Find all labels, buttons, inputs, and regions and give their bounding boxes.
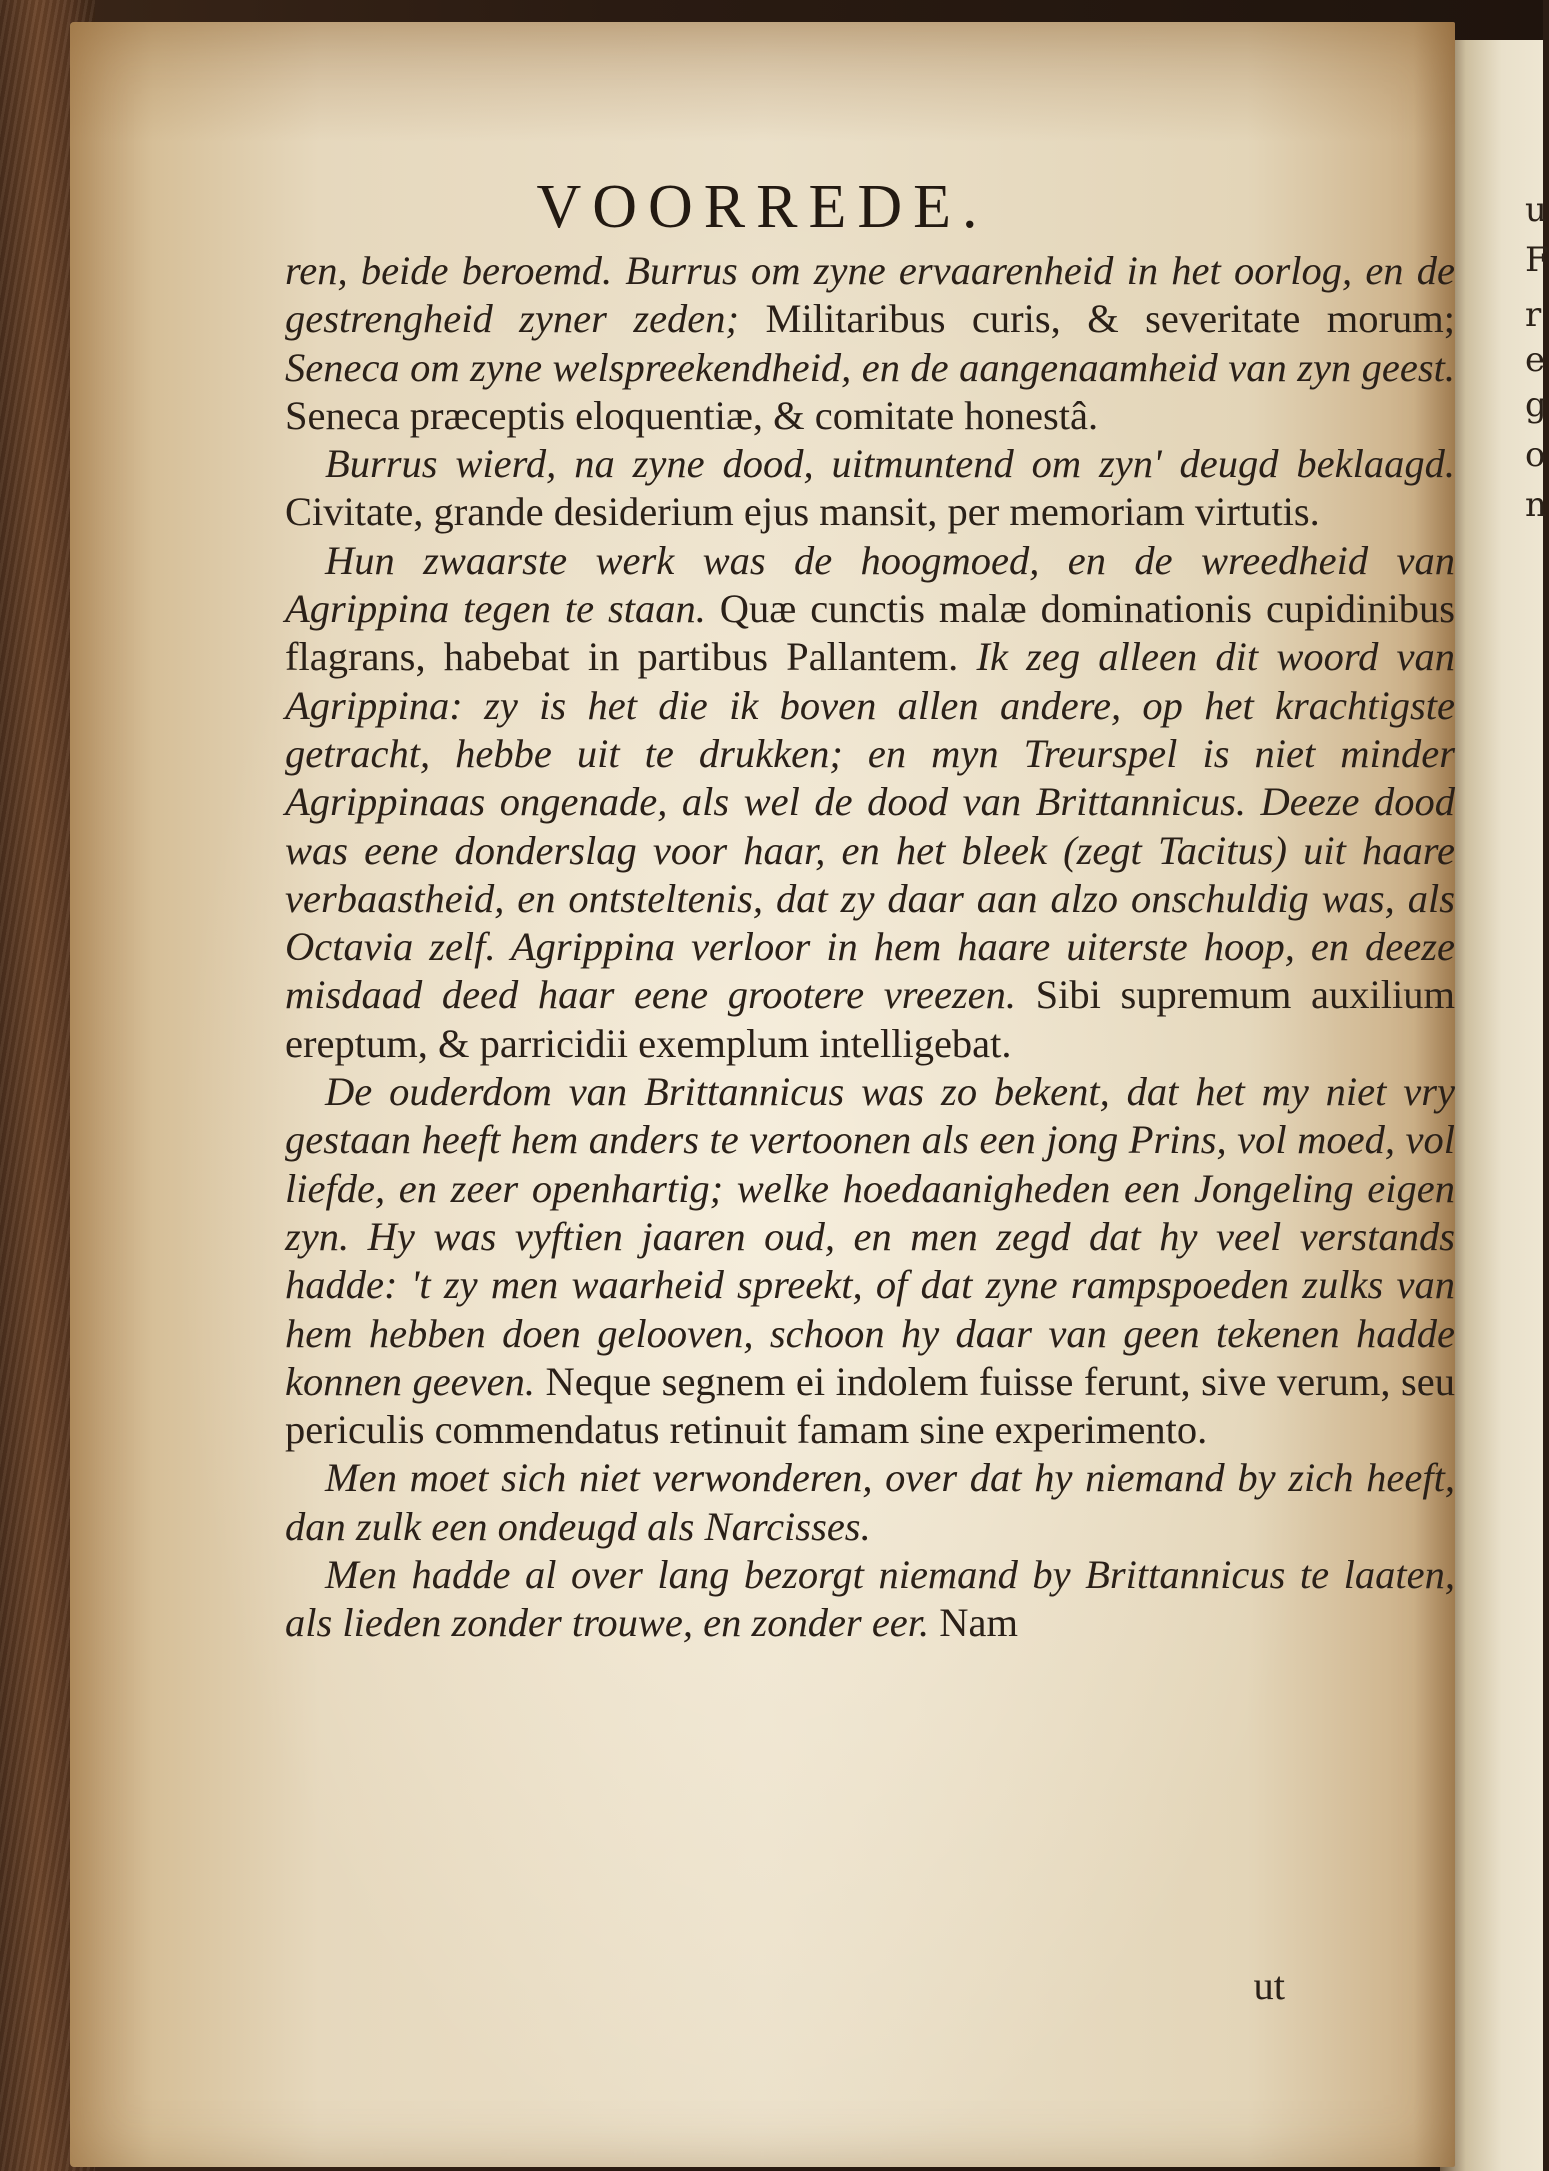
paragraph [285, 1068, 1455, 1454]
dutch-text-run: ren, beide beroemd. Burrus om zyne ervaarenheid in het oorlog, en de gestrengheid zyner zeden; [285, 248, 1455, 342]
latin-text-run: Neque segnem ei indolem fuisse ferunt, sive verum, seu periculis commendatus retinuit famam sine experimento. [285, 1358, 1455, 1453]
latin-text-run: Seneca præceptis eloquentiæ, & comitate honestâ. [285, 392, 1099, 438]
paragraph [285, 1551, 1455, 1648]
latin-text-run: Quæ cunctis malæ dominationis cupidinibus flagrans, habebat in partibus Pallantem. [285, 586, 1455, 680]
dutch-text-run: Seneca om zyne welspreekendheid, en de aangenaamheid van zyn geest. [285, 344, 1455, 390]
latin-text-run: Militaribus curis, & severitate morum; [739, 296, 1456, 342]
facing-page-fragment: n [1525, 485, 1547, 525]
facing-page-fragment: g [1525, 385, 1547, 425]
dutch-text-run: Men hadde al over lang bezorgt niemand by Brittannicus te laaten, als lieden zonder trouwe, en zonder eer. [285, 1552, 1455, 1646]
latin-text-run: Nam [929, 1600, 1019, 1646]
latin-text-run: Civitate, grande desiderium ejus mansit, per memoriam virtutis. [285, 489, 1320, 535]
book-page [70, 22, 1455, 2167]
facing-page-fragment: o [1525, 435, 1546, 475]
page-body-text [285, 247, 1455, 1648]
dutch-text-run: Ik zeg alleen dit woord van Agrippina: zy is het die ik boven allen andere, op het krachtigste getracht, hebbe uit te drukken; en myn Treurspel is niet minder Agrippinaas ongenade, als wel de dood van Brittannicus. Deeze dood was eene donderslag voor haar, en het bleek (zegt Tacitus) uit haare verbaastheid, en ontsteltenis, dat zy daar aan alzo onschuldig was, als Octavia zelf. Agrippina verloor in hem haare uiterste hoop, en deeze misdaad deed haar eene grootere vreezen. [285, 634, 1455, 1018]
paragraph [285, 440, 1455, 537]
running-head: VOORREDE. [536, 173, 989, 241]
dutch-text-run: De ouderdom van Brittannicus was zo bekent, dat het my niet vry gestaan heeft hem anders te vertoonen als een jong Prins, vol moed, vol liefde, en zeer openhartig; welke hoedaanigheden een Jongeling eigen zyn. Hy was vyftien jaaren oud, en men zegd dat hy veel verstands hadde: 't zy men waarheid spreekt, of dat zyne rampspoeden zulks van hem hebben doen gelooven, schoon hy daar van geen tekenen hadde konnen geeven. [285, 1069, 1455, 1404]
paragraph [285, 247, 1455, 440]
facing-page-fragment: e [1525, 340, 1546, 380]
paragraph [285, 537, 1455, 1068]
facing-page-fragment: u [1525, 190, 1547, 230]
catchword: ut [1253, 1963, 1285, 2008]
dutch-text-run: Hun zwaarste werk was de hoogmoed, en de wreedheid van Agrippina tegen te staan. [285, 537, 1455, 632]
facing-page-fragment: r [1525, 295, 1542, 335]
dutch-text-run: Men moet sich niet verwonderen, over dat hy niemand by zich heeft, dan zulk een ondeugd als Narcisses. [285, 1455, 1455, 1549]
facing-page [1440, 40, 1549, 2171]
latin-text-run: Sibi supremum auxilium ereptum, & parricidii exemplum intelligebat. [285, 972, 1455, 1066]
facing-page-fragment: F [1525, 240, 1549, 280]
dutch-text-run: Burrus wierd, na zyne dood, uitmuntend om zyn' deugd beklaagd. [325, 441, 1455, 487]
paragraph [285, 1454, 1455, 1551]
page-stain [70, 22, 1455, 142]
